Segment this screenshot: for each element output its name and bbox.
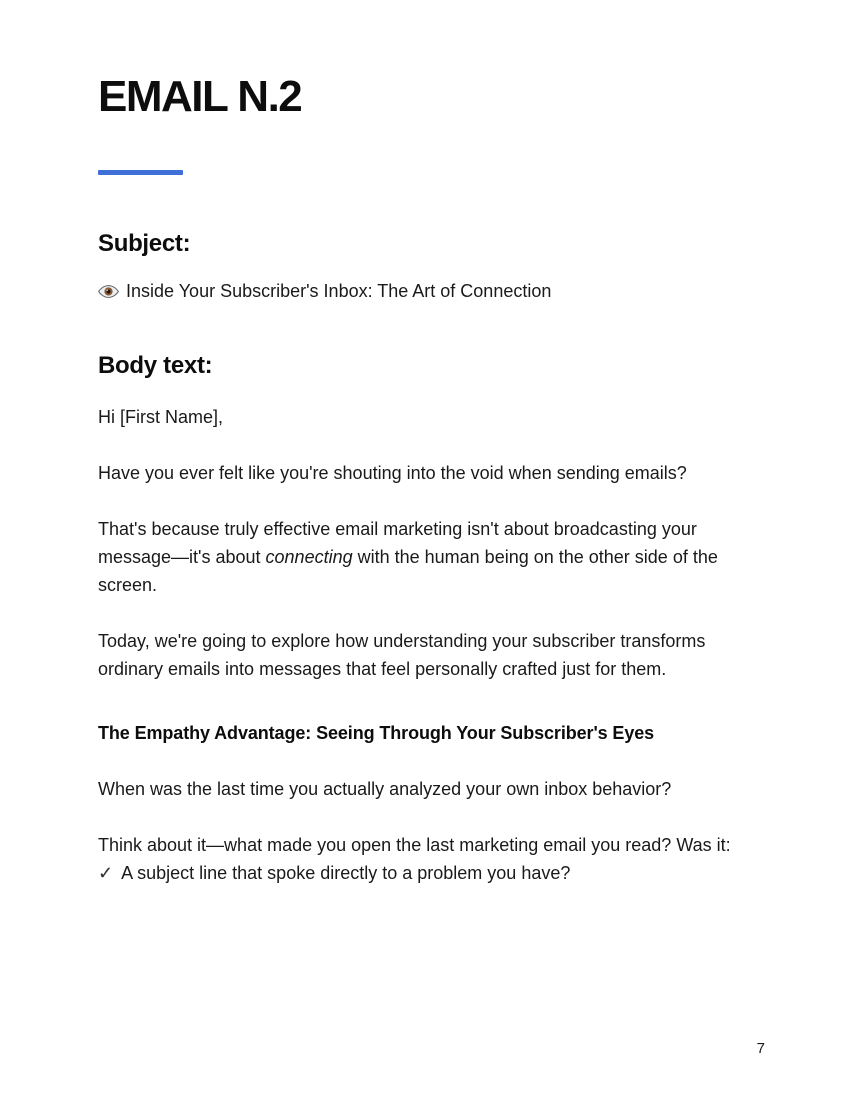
page-title: EMAIL N.2 [98, 72, 302, 121]
subject-line [98, 277, 765, 305]
body-paragraph: Hi [First Name], [98, 406, 224, 427]
subject-text: Inside Your Subscriber's Inbox: The Art of Connection [126, 280, 552, 301]
body-paragraph: Have you ever felt like you're shouting into the void when sending emails? [98, 462, 687, 483]
body-paragraph: Think about it—what made you open the last marketing email you read? Was it: [98, 834, 731, 855]
subject-heading: Subject: [98, 229, 191, 257]
eye-icon [98, 284, 119, 299]
checkmark-icon: ✓ [98, 862, 114, 883]
body-subheading: The Empathy Advantage: Seeing Through Your Subscriber's Eyes [98, 722, 655, 743]
body-paragraph: Today, we're going to explore how understanding your subscriber transforms ordinary emails into messages that feel personally crafted just for them. [98, 630, 706, 679]
page-number: 7 [756, 1040, 765, 1057]
body-paragraph: That's because truly effective email marketing isn't about broadcasting your message—it's about connecting with the human being on the other side of the screen. [98, 518, 718, 595]
checklist-item: ✓ A subject line that spoke directly to a problem you have? [98, 859, 758, 887]
accent-divider [98, 170, 183, 175]
body-text-heading: Body text: [98, 351, 213, 379]
body-paragraph: When was the last time you actually analyzed your own inbox behavior? [98, 778, 672, 799]
body-blocks [98, 403, 765, 887]
